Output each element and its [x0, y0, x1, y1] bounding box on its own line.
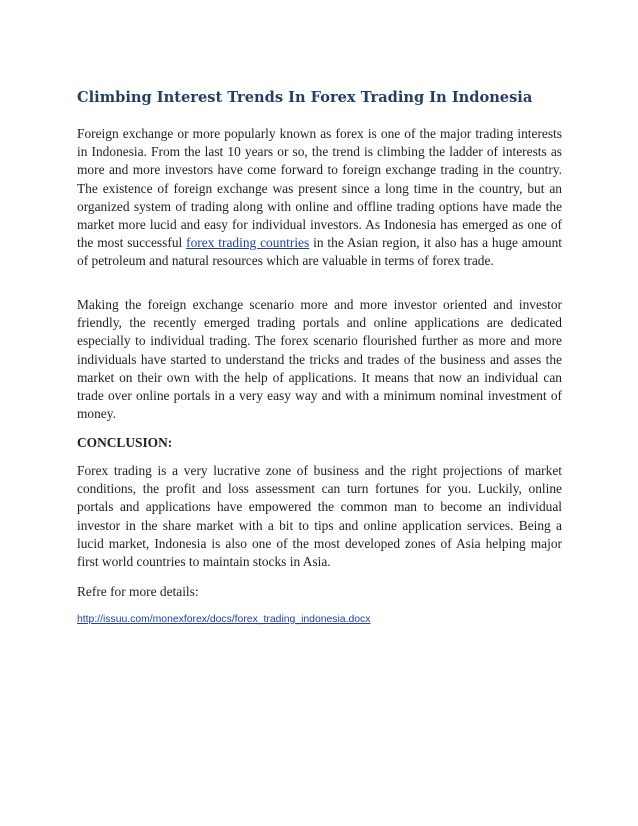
paragraph-intro-text-before: Foreign exchange or more popularly known as forex is one of the major trading interests in Indonesia. From the last 10 years or so, the trend is climbing the ladder of interests as more and more investors have come forward to foreign exchange trading in the country. The existence of foreign exchange was present since a long time in the country, but an organized system of trading along with online and offline trading options have made the market more lucid and easy for individual investors. As Indonesia has emerged as one of the most successful: [77, 126, 562, 251]
document-title: Climbing Interest Trends In Forex Trading In Indonesia: [77, 89, 533, 106]
paragraph-conclusion: Forex trading is a very lucrative zone of business and the right projections of market conditions, the profit and loss assessment can turn fortunes for you. Luckily, online portals and applications have empowered the common man to become an individual investor in the share market with a bit to tips and online application services. Being a lucid market, Indonesia is also one of the most developed zones of Asia helping major first world countries to maintain stocks in Asia.: [77, 463, 562, 570]
conclusion-heading: CONCLUSION:: [77, 435, 173, 450]
source-url-link[interactable]: http://issuu.com/monexforex/docs/forex_trading_indonesia.docx: [77, 614, 371, 625]
paragraph-intro-text-after: in the Asian region, it also has a huge amount of petroleum and natural resources which are valuable in terms of forex trade.: [77, 235, 563, 269]
paragraph-body: Making the foreign exchange scenario more and more investor oriented and investor friendly, the recently emerged trading portals and online applications are dedicated especially to individual trading. The forex scenario flourished further as more and more individuals have started to understand the tricks and trades of the business and asses the market on their own with the help of applications. It means that now an individual can trade over online portals in a very easy way and with a minimum nominal investment of money.: [77, 297, 562, 422]
forex-trading-countries-link[interactable]: forex trading countries: [186, 235, 310, 251]
paragraph-intro: [77, 125, 562, 271]
refer-text: Refre for more details:: [77, 584, 199, 599]
